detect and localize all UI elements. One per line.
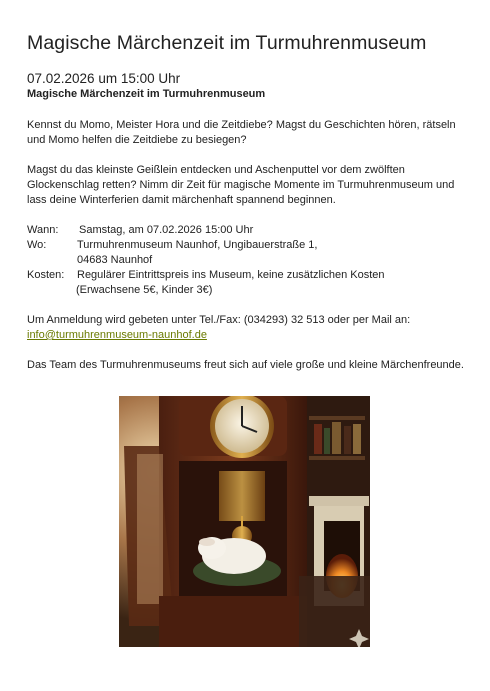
- description-paragraph: Magst du das kleinste Geißlein entdecken und Aschenputtel vor dem zwölften Glockenschlag retten? Nimm dir Zeit für magische Momente im Turmuhrenmuseum und lass deine Winterferien damit märchenhaft spannend beginnen.: [27, 164, 455, 206]
- event-image: [119, 396, 370, 647]
- where-label: Wo:: [27, 239, 47, 251]
- when-value: Samstag, am 07.02.2026 15:00 Uhr: [79, 224, 254, 236]
- cost-row: [27, 268, 467, 283]
- event-subtitle: Magische Märchenzeit im Turmuhrenmuseum: [27, 88, 266, 100]
- event-article: [27, 32, 467, 388]
- when-row: [27, 223, 467, 238]
- event-date: 07.02.2026 um 15:00 Uhr: [27, 71, 181, 86]
- signup-text: Um Anmeldung wird gebeten unter Tel./Fax: (034293) 32 513 oder per Mail an:: [27, 314, 411, 326]
- intro-paragraph: Kennst du Momo, Meister Hora und die Zeitdiebe? Magst du Geschichten hören, rätseln und Momo helfen die Zeitdiebe zu besiegen?: [27, 119, 456, 146]
- where-row: [27, 238, 467, 253]
- cost-value-line2: (Erwachsene 5€, Kinder 3€): [76, 284, 213, 296]
- signup-paragraph: [27, 313, 467, 343]
- closing-paragraph: Das Team des Turmuhrenmuseums freut sich auf viele große und kleine Märchenfreunde.: [27, 359, 464, 371]
- page-title: Magische Märchenzeit im Turmuhrenmuseum: [27, 32, 427, 54]
- where-value-line2: 04683 Naunhof: [77, 254, 153, 266]
- cost-value-line1: Regulärer Eintrittspreis ins Museum, keine zusätzlichen Kosten: [77, 269, 385, 281]
- event-info: [27, 223, 467, 298]
- where-value-line1: Turmuhrenmuseum Naunhof, Ungibauerstraße 1,: [77, 239, 318, 251]
- email-link[interactable]: info@turmuhrenmuseum-naunhof.de: [27, 329, 207, 341]
- cost-label: Kosten:: [27, 269, 65, 281]
- when-label: Wann:: [27, 224, 59, 236]
